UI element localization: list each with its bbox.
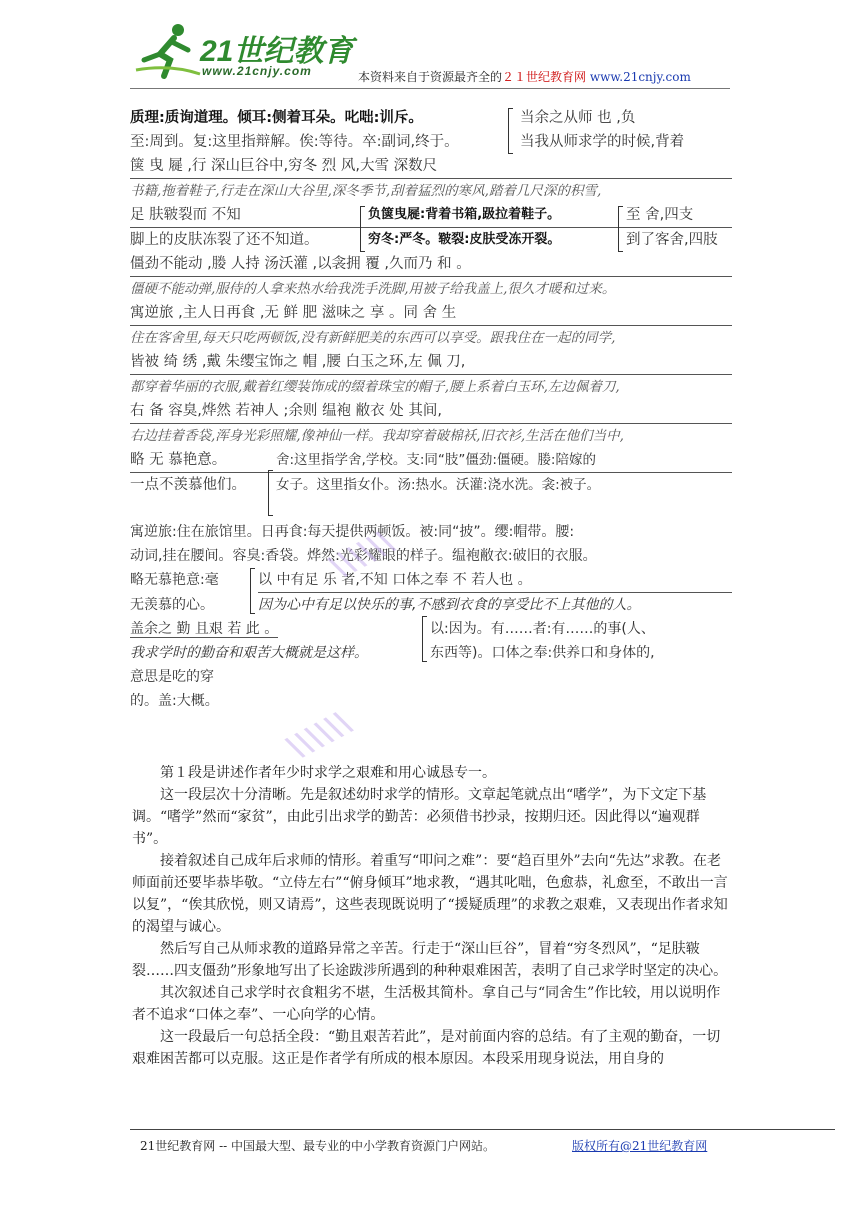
- paragraph: 接着叙述自己成年后求师的情形。着重写“叩问之难”：要“趋百里外”去向“先达”求教。在老师面前还要毕恭毕敬。“立侍左右”“俯身倾耳”地求教，“遇其叱咄，色愈恭，礼愈至，不敢出一言以复”，“俟其欣悦，则又请焉”，这些表现既说明了“援疑质理”的求教之艰难，又表现出作者求知的渴望与诚心。: [132, 853, 728, 935]
- scan-text: 脚上的皮肤冻裂了还不知道。: [130, 232, 319, 248]
- scan-translation: [130, 375, 732, 399]
- bracket-mark: [360, 206, 365, 252]
- page-header: [130, 20, 730, 90]
- scan-text: 寓逆旅 ,主人日再食 ,无 鲜 肥 滋味之 享 。同 舍 生: [130, 305, 457, 321]
- header-site-url[interactable]: www.21cnjy.com: [589, 70, 691, 84]
- paragraph: 其次叙述自己求学时衣食粗劣不堪，生活极其简朴。拿自己与“同舍生”作比较，用以说明作者不追求“口体之奉”、一心向学的心情。: [132, 985, 721, 1023]
- note-text: 略无慕艳意:毫: [130, 572, 219, 588]
- scan-line: [130, 130, 732, 154]
- body-text: [132, 762, 732, 1070]
- note-text: 我求学时的勤奋和艰苦大概就是这样。: [130, 645, 368, 661]
- scan-text: 当我从师求学的时候,背着: [520, 134, 685, 150]
- note-line: 寓逆旅:住在旅馆里。日再食:每天提供两顿饭。被:同“披”。缨:帽带。腰:: [130, 524, 575, 540]
- logo-title: 21世纪教育: [200, 35, 354, 68]
- scan-translation: [130, 424, 732, 448]
- scan-text: 右边挂着香袋,浑身光彩照耀,像神仙一样。我却穿着破棉袄,旧衣衫,生活在他们当中,: [130, 428, 624, 444]
- scan-text: 僵硬不能动弹,服侍的人拿来热水给我洗手洗脚,用被子给我盖上,很久才暖和过来。: [130, 281, 616, 297]
- scan-text: 至:周到。复:这里指辩解。俟:等待。卒:副词,终于。: [130, 134, 459, 150]
- scan-text: 穷冬:严冬。皲裂:皮肤受冻开裂。: [368, 232, 561, 247]
- scan-text: 质理:质询道理。倾耳:侧着耳朵。叱咄:训斥。: [130, 110, 423, 126]
- note-line: 意思是吃的穿: [130, 669, 214, 685]
- bracket-mark: [250, 568, 255, 614]
- header-site-name[interactable]: ２１世纪教育网: [502, 70, 587, 84]
- scan-text: 书籍,拖着鞋子,行走在深山大谷里,深冬季节,刮着猛烈的寒风,踏着几尺深的积雪,: [130, 183, 602, 199]
- paragraph: 然后写自己从师求教的道路异常之辛苦。行走于“深山巨谷”，冒着“穷冬烈风”，“足肤皲裂……四支僵劲”形象地写出了长途跋涉所遇到的种种艰难困苦，表明了自己求学时坚定的决心。: [132, 941, 728, 979]
- site-logo: [130, 20, 370, 82]
- note-text: 盖余之 勤 且艰 若 此 。: [130, 621, 279, 637]
- bracket-mark: [618, 206, 623, 252]
- scan-line: [130, 350, 732, 375]
- scan-text: 住在客舍里,每天只吃两顿饭,没有新鲜肥美的东西可以享受。跟我住在一起的同学,: [130, 330, 616, 346]
- scanned-annotations: [130, 106, 732, 497]
- note-text: 东西等)。口体之奉:供养口和身体的,: [430, 645, 655, 661]
- scan-translation: [130, 326, 732, 350]
- paragraph: 第１段是讲述作者年少时求学之艰难和用心诚恳专一。: [160, 765, 496, 781]
- logo-url: www.21cnjy.com: [202, 64, 312, 78]
- paragraph: 这一段层次十分清晰。先是叙述幼时求学的情形。文章起笔就点出“嗜学”，为下文定下基调。“嗜学”然而“家贫”，由此引出求学的勤苦：必须借书抄录，按期归还。因此得以“遍观群书”。: [132, 787, 707, 847]
- note-line: 动词,挂在腰间。容臭:香袋。烨然:光彩耀眼的样子。缊袍敝衣:破旧的衣服。: [130, 548, 597, 564]
- scan-text: 足 肤皲裂而 不知: [130, 207, 241, 223]
- scan-text: 皆被 绮 绣 ,戴 朱缨宝饰之 帽 ,腰 白玉之环,左 佩 刀,: [130, 354, 466, 370]
- scan-line: [130, 228, 732, 252]
- page-footer: [140, 1137, 708, 1154]
- scan-line: [130, 252, 732, 277]
- note-text: 以:因为。有……者:有……的事(人、: [430, 621, 655, 637]
- scan-line: [130, 473, 732, 497]
- footer-divider: [130, 1129, 835, 1130]
- note-text: 因为心中有足以快乐的事,不感到衣食的享受比不上其他的人。: [258, 597, 641, 613]
- bracket-mark: [268, 470, 273, 516]
- scan-text: 至 舍,四支: [626, 207, 694, 223]
- svg-text:\\\\\\: \\\\\\: [324, 523, 399, 586]
- scan-line: [130, 154, 732, 179]
- runner-icon: [130, 20, 210, 82]
- scan-text: 略 无 慕艳意。: [130, 452, 227, 468]
- note-line: [130, 617, 732, 641]
- note-text: 以 中有足 乐 者,不知 口体之奉 不 若人也 。: [258, 572, 532, 588]
- scan-text: 到了客舍,四肢: [626, 232, 718, 248]
- scan-text: 僵劲不能动 ,媵 人持 汤沃灌 ,以衾拥 覆 ,久而乃 和 。: [130, 256, 471, 272]
- scan-line: [130, 203, 732, 228]
- header-note-prefix: 本资料来自于资源最齐全的: [358, 70, 503, 84]
- scan-text: 当余之从师 也 ,负: [520, 110, 636, 126]
- scan-line: [130, 106, 732, 130]
- note-text: 无羡慕的心。: [130, 597, 214, 613]
- scan-text: 一点不羡慕他们。: [130, 477, 246, 493]
- bracket-mark: [422, 616, 427, 662]
- header-divider: [130, 88, 730, 89]
- scan-line: [130, 448, 732, 473]
- note-line: [130, 641, 732, 665]
- scan-text: 右 备 容臭,烨然 若神人 ;余则 缊袍 敝衣 处 其间,: [130, 403, 442, 419]
- scan-text: 女子。这里指女仆。汤:热水。沃灌:浇水洗。衾:被子。: [276, 477, 601, 493]
- svg-text:\\\\\\: \\\\\\: [282, 704, 357, 766]
- footer-copyright-link[interactable]: 版权所有@21世纪教育网: [572, 1139, 708, 1153]
- scan-text: 负箧曳屣:背着书箱,趿拉着鞋子。: [368, 207, 561, 222]
- scan-text: 箧 曳 屣 ,行 深山巨谷中,穷冬 烈 风,大雪 深数尺: [130, 158, 438, 174]
- scan-text: 都穿着华丽的衣服,戴着红缨装饰成的缀着珠宝的帽子,腰上系着白玉环,左边佩着刀,: [130, 379, 620, 395]
- paragraph: 这一段最后一句总括全段：“勤且艰苦若此”，是对前面内容的总结。有了主观的勤奋，一切艰难困苦都可以克服。这正是作者学有所成的根本原因。本段采用现身说法，用自身的: [132, 1029, 721, 1067]
- scan-translation: [130, 179, 732, 203]
- note-line: [130, 593, 732, 617]
- note-line: [258, 568, 732, 593]
- annotation-notes: [130, 520, 732, 713]
- header-note: [358, 68, 691, 85]
- scan-translation: [130, 277, 732, 301]
- scan-line: [130, 301, 732, 326]
- scan-line: [130, 399, 732, 424]
- note-line: 的。盖:大概。: [130, 693, 219, 709]
- footer-text: 21世纪教育网 -- 中国最大型、最专业的中小学教育资源门户网站。: [140, 1139, 496, 1153]
- bracket-mark: [508, 108, 513, 154]
- scan-text: 舍:这里指学舍,学校。支:同“肢”僵劲:僵硬。媵:陪嫁的: [276, 452, 596, 468]
